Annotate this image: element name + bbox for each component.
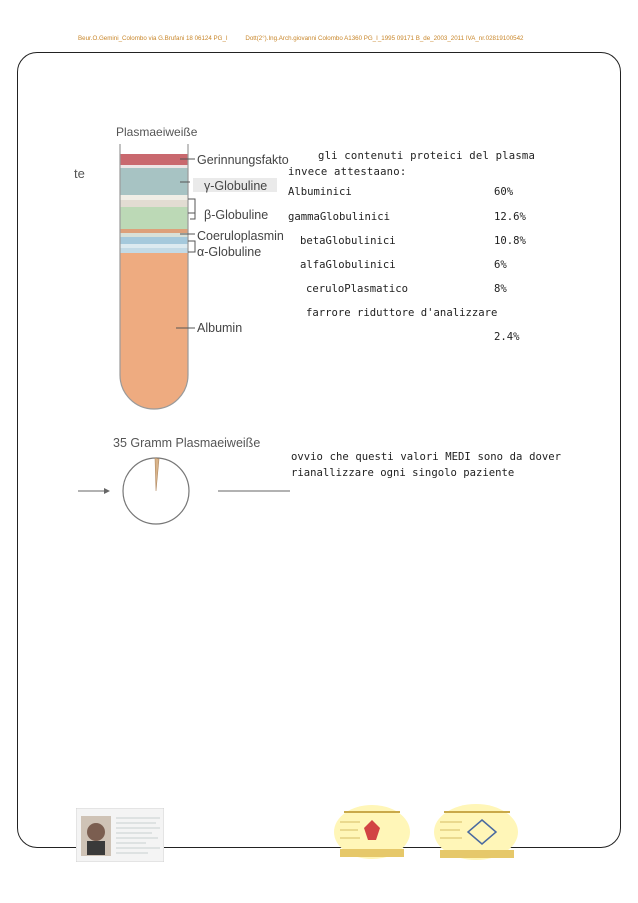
protein-row — [288, 259, 564, 273]
intro-paragraph: gli contenuti proteici del plasma invece attestaano: — [288, 150, 536, 178]
header-credentials: Dott(2°).Ing.Arch.giovanni Colombo A1360 PG_I_1995 09171 B_de_2003_2011 IVA_nr.02819100542 — [245, 35, 524, 42]
row-label: ceruloPlasmatico — [306, 283, 409, 295]
label-gerinnungsfaktoren: Gerinnungsfakto — [197, 153, 289, 167]
protein-row — [288, 235, 564, 249]
seal-stamp-right — [430, 800, 524, 862]
row-value: 12.6% — [494, 211, 526, 223]
label-albumin: Albumin — [197, 321, 243, 335]
pie-title: 35 Gramm Plasmaeiweiße — [113, 436, 261, 450]
layer-alpha — [118, 237, 190, 244]
row-label: Albuminici — [288, 186, 352, 198]
seal-stamp-left — [330, 800, 414, 860]
protein-row — [288, 211, 564, 225]
layer-gerinnung — [118, 154, 190, 165]
row-value: 60% — [494, 186, 514, 198]
header-address: Beur.O.Gemini_Colombo via G.Brufani 18 06124 PG_I — [78, 35, 228, 42]
figure-title: Plasmaeiweiße — [116, 125, 198, 139]
row-value: 2.4% — [494, 331, 520, 343]
label-coeruloplasmin: Coeruloplasmin — [197, 229, 284, 243]
protein-row — [288, 283, 564, 297]
row-label: farrore riduttore d'analizzare — [306, 307, 498, 319]
row-label: gammaGlobulinici — [288, 211, 391, 223]
row-value: 10.8% — [494, 235, 526, 247]
row-value: 8% — [494, 283, 507, 295]
row-value: 6% — [494, 259, 507, 271]
label-alpha-globuline: α-Globuline — [197, 245, 262, 259]
protein-row-value-only — [288, 331, 564, 345]
tube-layers — [118, 148, 190, 423]
layer-gamma — [118, 168, 190, 195]
label-beta-globuline: β-Globuline — [204, 208, 269, 222]
protein-text-panel — [288, 148, 564, 343]
label-gamma-globuline: γ-Globuline — [204, 179, 268, 193]
portrait-icon — [87, 823, 105, 841]
protein-row — [288, 307, 564, 321]
row-label: alfaGlobulinici — [300, 259, 396, 271]
protein-row — [288, 186, 564, 200]
figure-side-text: te — [74, 166, 85, 181]
note-paragraph: ovvio che questi valori MEDI sono da dover rianallizzare ogni singolo paziente — [291, 451, 561, 479]
row-label: betaGlobulinici — [300, 235, 396, 247]
layer-beta — [118, 207, 190, 229]
layer-coerulo — [118, 229, 190, 233]
id-card-image — [76, 808, 164, 862]
